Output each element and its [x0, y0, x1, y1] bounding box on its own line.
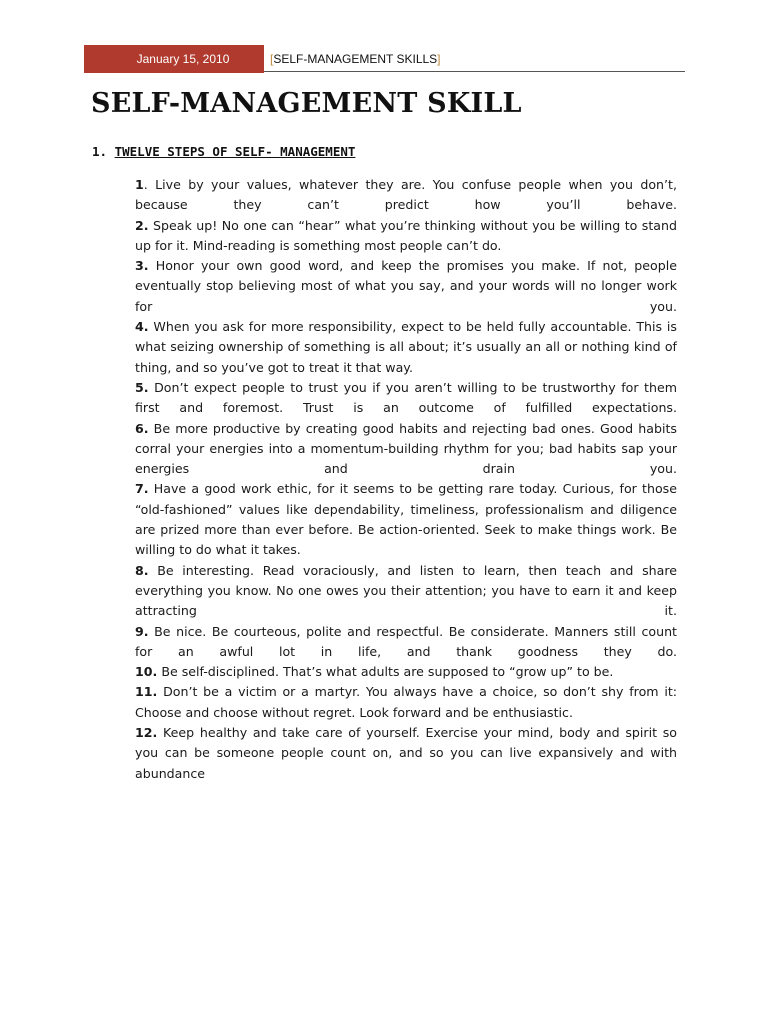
step-number: 1	[135, 177, 144, 192]
step-number: 8.	[135, 562, 149, 578]
document-title: SELF-MANAGEMENT SKILL	[91, 88, 522, 119]
step-text: Be interesting. Read voraciously, and listen to learn, then teach and share everything you know. No one owes you their attention; you have to earn it and keep attracting it.	[135, 562, 677, 619]
step-text: When you ask for more responsibility, expect to be held fully accountable. This is what seizing ownership of something is all about; it’s usually an all or nothing kind of thing, and so you’ve got to treat it that way.	[135, 319, 677, 375]
step-item	[135, 561, 677, 622]
header-rule	[264, 71, 685, 72]
step-number: 3.	[135, 258, 149, 274]
step-text: Live by your values, whatever they are. You confuse people when you don’t, because they can’t predict how you’ll behave.	[135, 177, 677, 213]
step-text: Be more productive by creating good habits and rejecting bad ones. Good habits corral your energies into a momentum-building rhythm for you; bad habits sap your energies and drain you.	[135, 420, 677, 477]
step-text: Honor your own good word, and keep the promises you make. If not, people eventually stop believing most of what you say, and your words will no longer work for you.	[135, 258, 677, 314]
section-title: TWELVE STEPS OF SELF- MANAGEMENT	[114, 144, 356, 159]
step-number: 10.	[135, 664, 158, 680]
step-item	[135, 622, 677, 663]
step-item	[135, 378, 677, 419]
step-item	[135, 682, 677, 723]
header-title-line	[270, 45, 441, 73]
step-text: Don’t be a victim or a martyr. You always have a choice, so don’t shy from it: Choose and choose without regret. Look forward and be enthusiastic.	[135, 684, 677, 720]
step-number: 2.	[135, 217, 149, 233]
step-text: Don’t expect people to trust you if you aren’t willing to be trustworthy for them first and foremost. Trust is an outcome of fulfilled expectations.	[135, 379, 677, 416]
header-title: SELF-MANAGEMENT SKILLS	[273, 52, 438, 66]
step-separator: .	[143, 177, 148, 192]
step-text: Be nice. Be courteous, polite and respectful. Be considerate. Manners still count for an awful lot in life, and thank goodness they do.	[135, 623, 677, 659]
step-item	[135, 216, 677, 257]
step-text: Have a good work ethic, for it seems to be getting rare today. Curious, for those “old-fashioned” values like dependability, timeliness, professionalism and diligence are prized more than ever before. Be action-oriented. Seek to make things work. Be willing to do what it takes.	[135, 481, 677, 558]
step-number: 4.	[135, 319, 149, 335]
step-text: Speak up! No one can “hear” what you’re thinking without you be willing to stand up for it. Mind-reading is something most people can’t do.	[135, 217, 677, 253]
step-item	[135, 317, 677, 378]
step-item	[135, 175, 677, 216]
step-number: 12.	[135, 725, 158, 741]
step-text: Be self-disciplined. That’s what adults are supposed to “grow up” to be.	[157, 664, 614, 680]
step-item	[135, 723, 677, 784]
step-item	[135, 479, 677, 560]
step-item	[135, 419, 677, 480]
step-item	[135, 256, 677, 317]
header-date: January 15, 2010	[84, 45, 264, 73]
step-number: 6.	[135, 420, 149, 436]
step-number: 11.	[135, 684, 158, 700]
step-number: 7.	[135, 481, 149, 497]
step-text: Keep healthy and take care of yourself. Exercise your mind, body and spirit so you can be someone people count on, and so you can live expansively and with abundance	[135, 725, 677, 781]
section-heading	[92, 144, 355, 159]
steps-list	[135, 175, 677, 784]
section-number: 1.	[92, 144, 108, 159]
step-item	[135, 662, 677, 682]
header-bracket-open: [	[270, 52, 274, 66]
step-number: 9.	[135, 623, 149, 639]
page-header	[84, 45, 685, 73]
step-number: 5.	[135, 379, 149, 395]
header-bracket-close: ]	[437, 52, 441, 66]
